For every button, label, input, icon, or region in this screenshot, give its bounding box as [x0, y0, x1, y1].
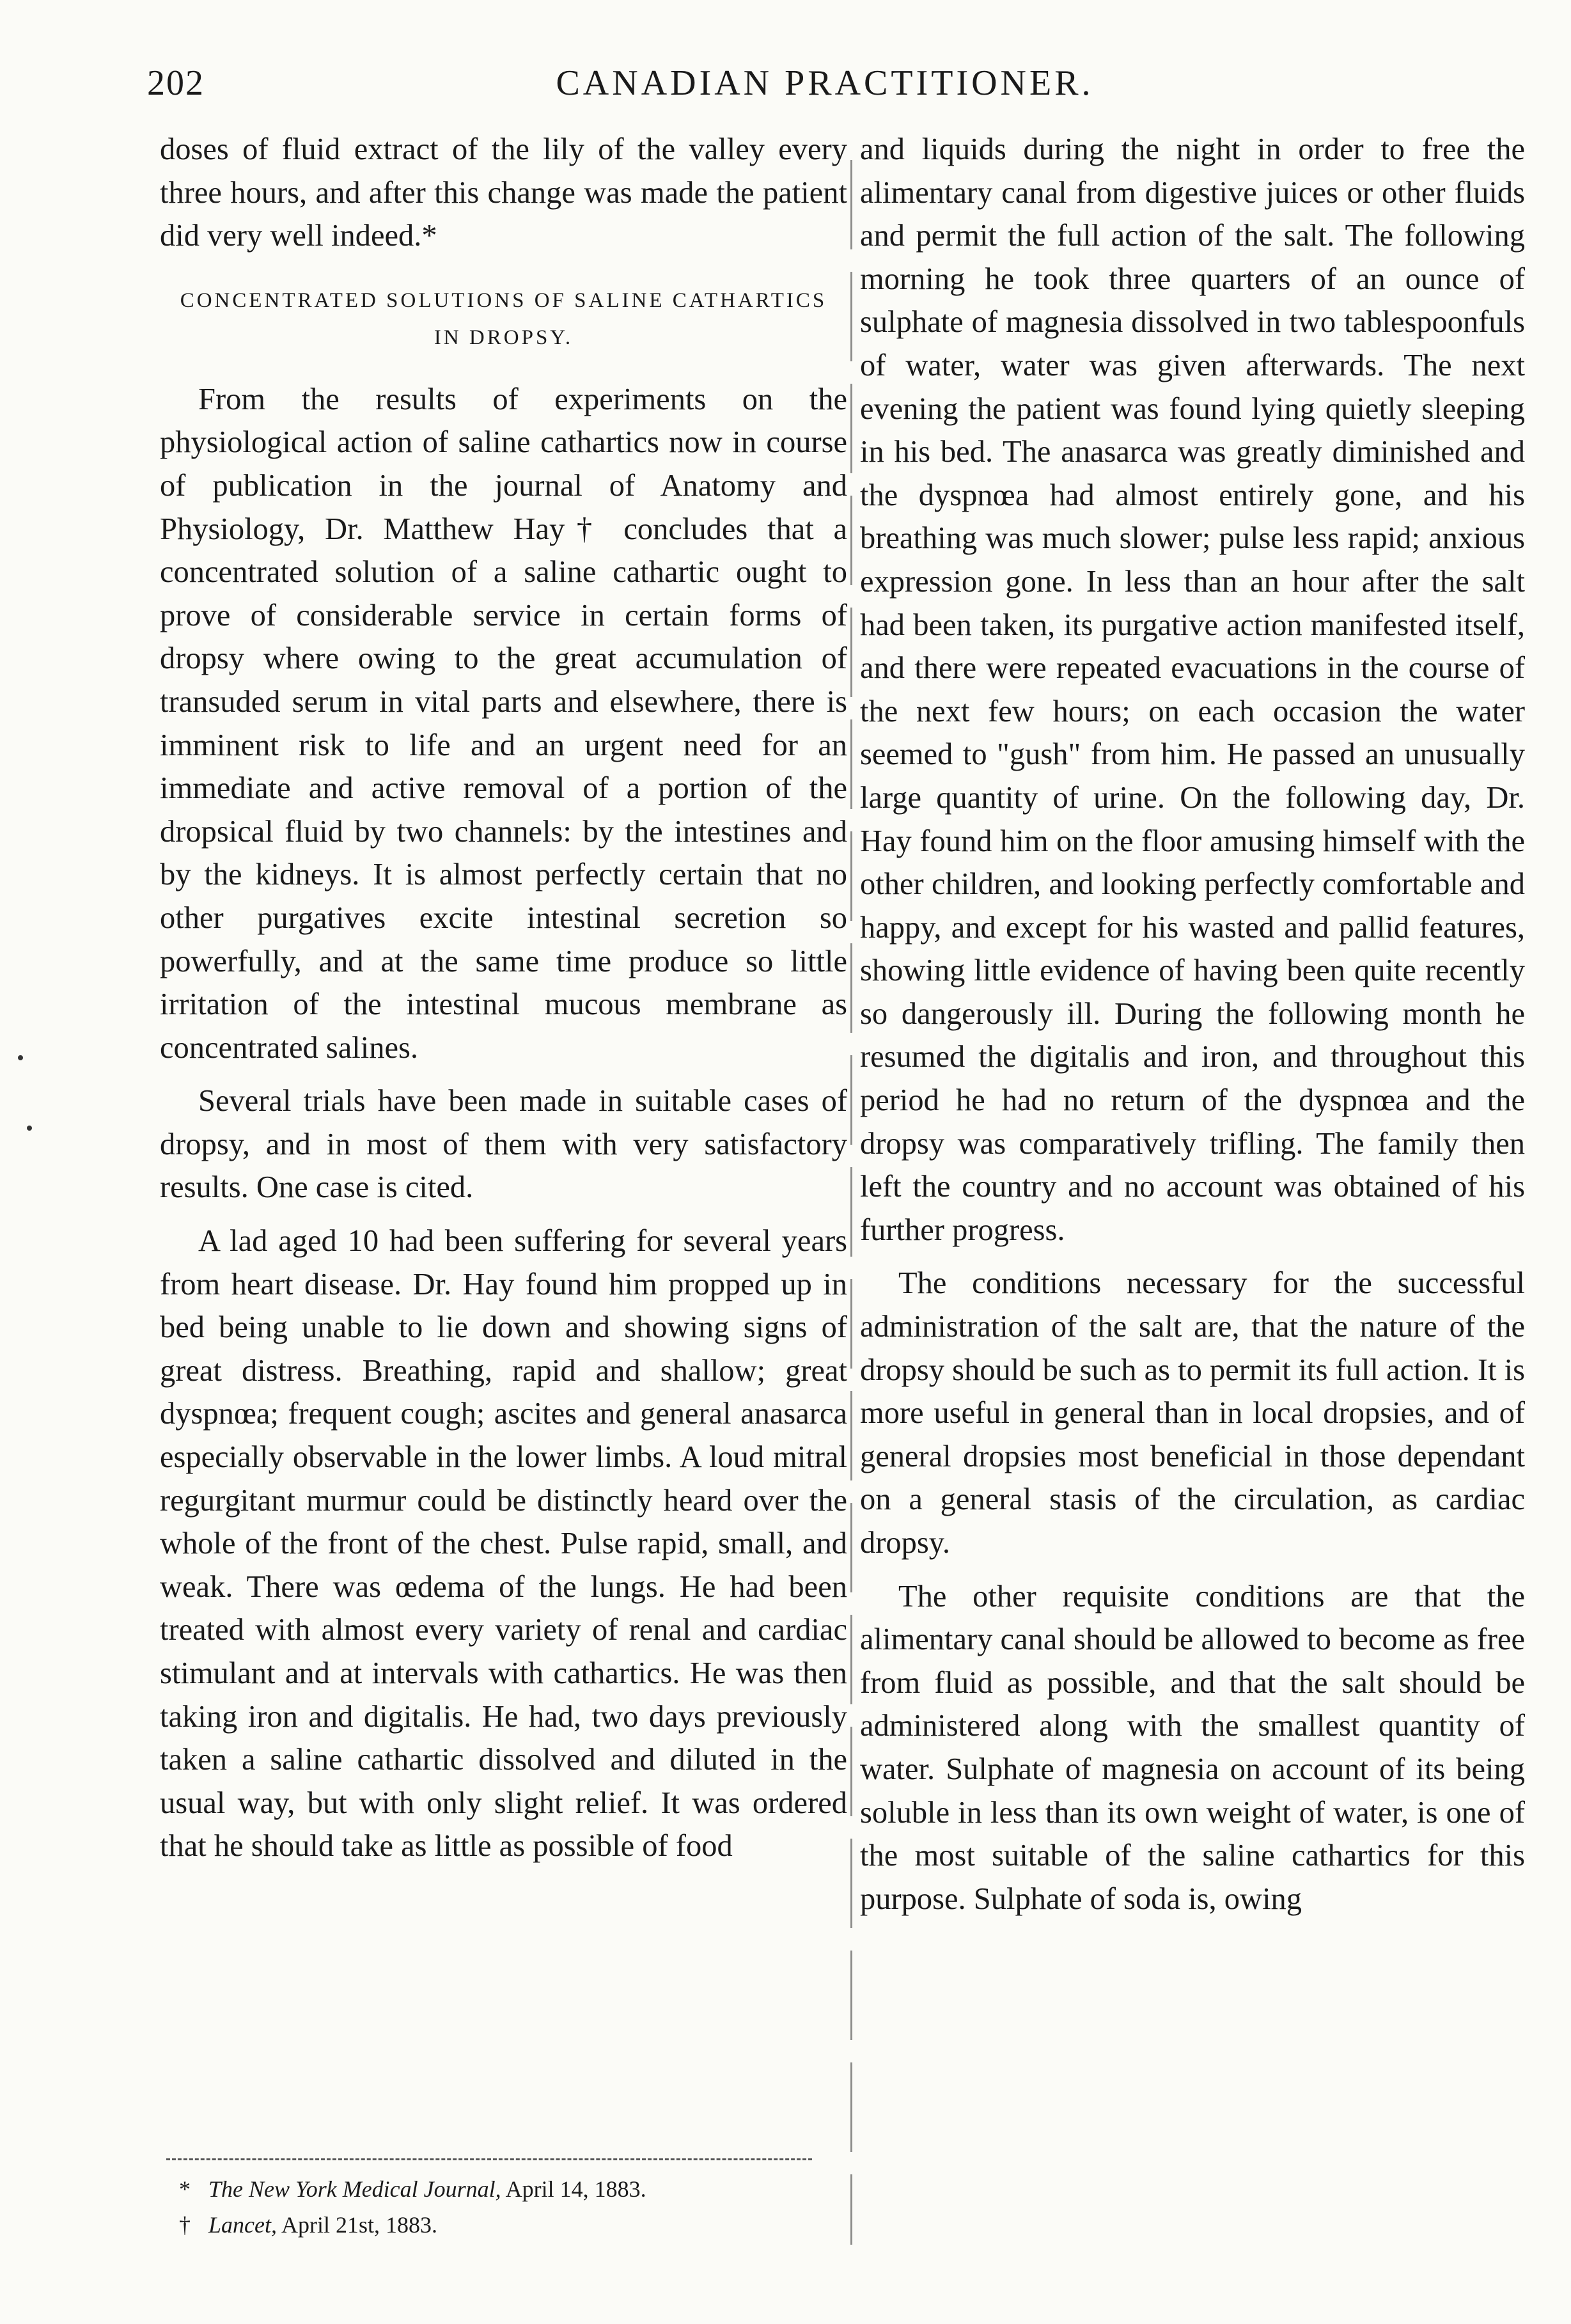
footnote-1 — [179, 2171, 850, 2207]
right-paragraph-1: and liquids during the night in order to free the alimentary canal from digestive juices or other fluids and permit the full action of the salt. The following morning he took three quarters of an ounce of sulphate of magnesia dissolved in two tablespoonfuls of water, water was given afterwards. The next evening the patient was found lying quietly sleeping in his bed. The anasarca was greatly diminished and the dyspnœa had almost entirely gone, and his breathing was much slower; pulse less rapid; anxious expression gone. In less than an hour after the salt had been taken, its purgative action manifested itself, and there were repeated evacuations in the course of the next few hours; on each occasion the water seemed to "gush" from him. He passed an unusually large quantity of urine. On the following day, Dr. Hay found him on the floor amusing himself with the other children, and looking perfectly comfortable and happy, and except for his wasted and pallid features, showing little evidence of having been quite recently so dangerously ill. During the following month he resumed the digitalis and iron, and throughout this period he had no return of the dyspnœa and the dropsy was comparatively trifling. The family then left the country and no account was obtained of his further progress. — [860, 132, 1525, 1247]
column-divider — [850, 160, 852, 2245]
left-paragraph-1: doses of fluid extract of the lily of the valley every three hours, and after this change was made the patient did very well indeed.* — [160, 132, 847, 253]
footnote-2 — [179, 2207, 850, 2243]
margin-speck — [18, 1055, 23, 1060]
right-paragraph-2: The conditions necessary for the successful administration of the salt are, that the nature of the dropsy should be such as to permit its full action. It is more useful in general than in local dropsies, and of general dropsies most beneficial in those dependant on a general stasis of the circulation, as cardiac dropsy. — [860, 1266, 1525, 1560]
footnote-journal: Lancet, — [208, 2212, 277, 2238]
running-head: CANADIAN PRACTITIONER. — [556, 63, 1094, 103]
left-column — [160, 128, 847, 1868]
page-number: 202 — [147, 63, 205, 103]
footnote-mark: † — [179, 2212, 191, 2238]
footnote-date: April 21st, 1883. — [281, 2212, 438, 2238]
footnote-journal: The New York Medical Journal, — [208, 2176, 501, 2202]
page-header — [147, 63, 1503, 114]
footnote-rule — [166, 2158, 812, 2160]
footnote-date: April 14, 1883. — [505, 2176, 646, 2202]
section-heading: CONCENTRATED SOLUTIONS OF SALINE CATHARTICS IN DROPSY. — [180, 288, 827, 349]
footnotes — [179, 2171, 850, 2243]
footnote-mark: * — [179, 2176, 191, 2202]
margin-speck — [27, 1126, 32, 1131]
left-paragraph-2: From the results of experiments on the physiological action of saline cathartics now in course of publication in the journal of Anatomy and Physiology, Dr. Matthew Hay† concludes that a concentrated solution of a saline cathartic ought to prove of considerable service in certain forms of dropsy where owing to the great accumulation of transuded serum in vital parts and elsewhere, there is imminent risk to life and an urgent need for an immediate and active removal of a portion of the dropsical fluid by two channels: by the intestines and by the kidneys. It is almost perfectly certain that no other purgatives excite intestinal secretion so powerfully, and at the same time produce so little irritation of the intestinal mucous membrane as concentrated salines. — [160, 382, 847, 1065]
left-paragraph-3: Several trials have been made in suitable cases of dropsy, and in most of them with very satisfactory results. One case is cited. — [160, 1084, 847, 1205]
left-paragraph-4: A lad aged 10 had been suffering for several years from heart disease. Dr. Hay found him propped up in bed being unable to lie down and showing signs of great distress. Breathing, rapid and shallow; great dyspnœa; frequent cough; ascites and general anasarca especially observable in the lower limbs. A loud mitral regurgitant murmur could be distinctly heard over the whole of the front of the chest. Pulse rapid, small, and weak. There was œdema of the lungs. He had been treated with almost every variety of renal and cardiac stimulant and at intervals with cathartics. He was then taking iron and digitalis. He had, two days previously taken a saline cathartic dissolved and diluted in the usual way, but with only slight relief. It was ordered that he should take as little as possible of food — [160, 1224, 847, 1864]
right-paragraph-3: The other requisite conditions are that the alimentary canal should be allowed to become as free from fluid as possible, and that the salt should be administered along with the smallest quantity of water. Sulphate of magnesia on account of its being soluble in less than its own weight of water, is one of the most suitable of the saline cathartics for this purpose. Sulphate of soda is, owing — [860, 1579, 1525, 1916]
right-column — [860, 128, 1525, 1920]
